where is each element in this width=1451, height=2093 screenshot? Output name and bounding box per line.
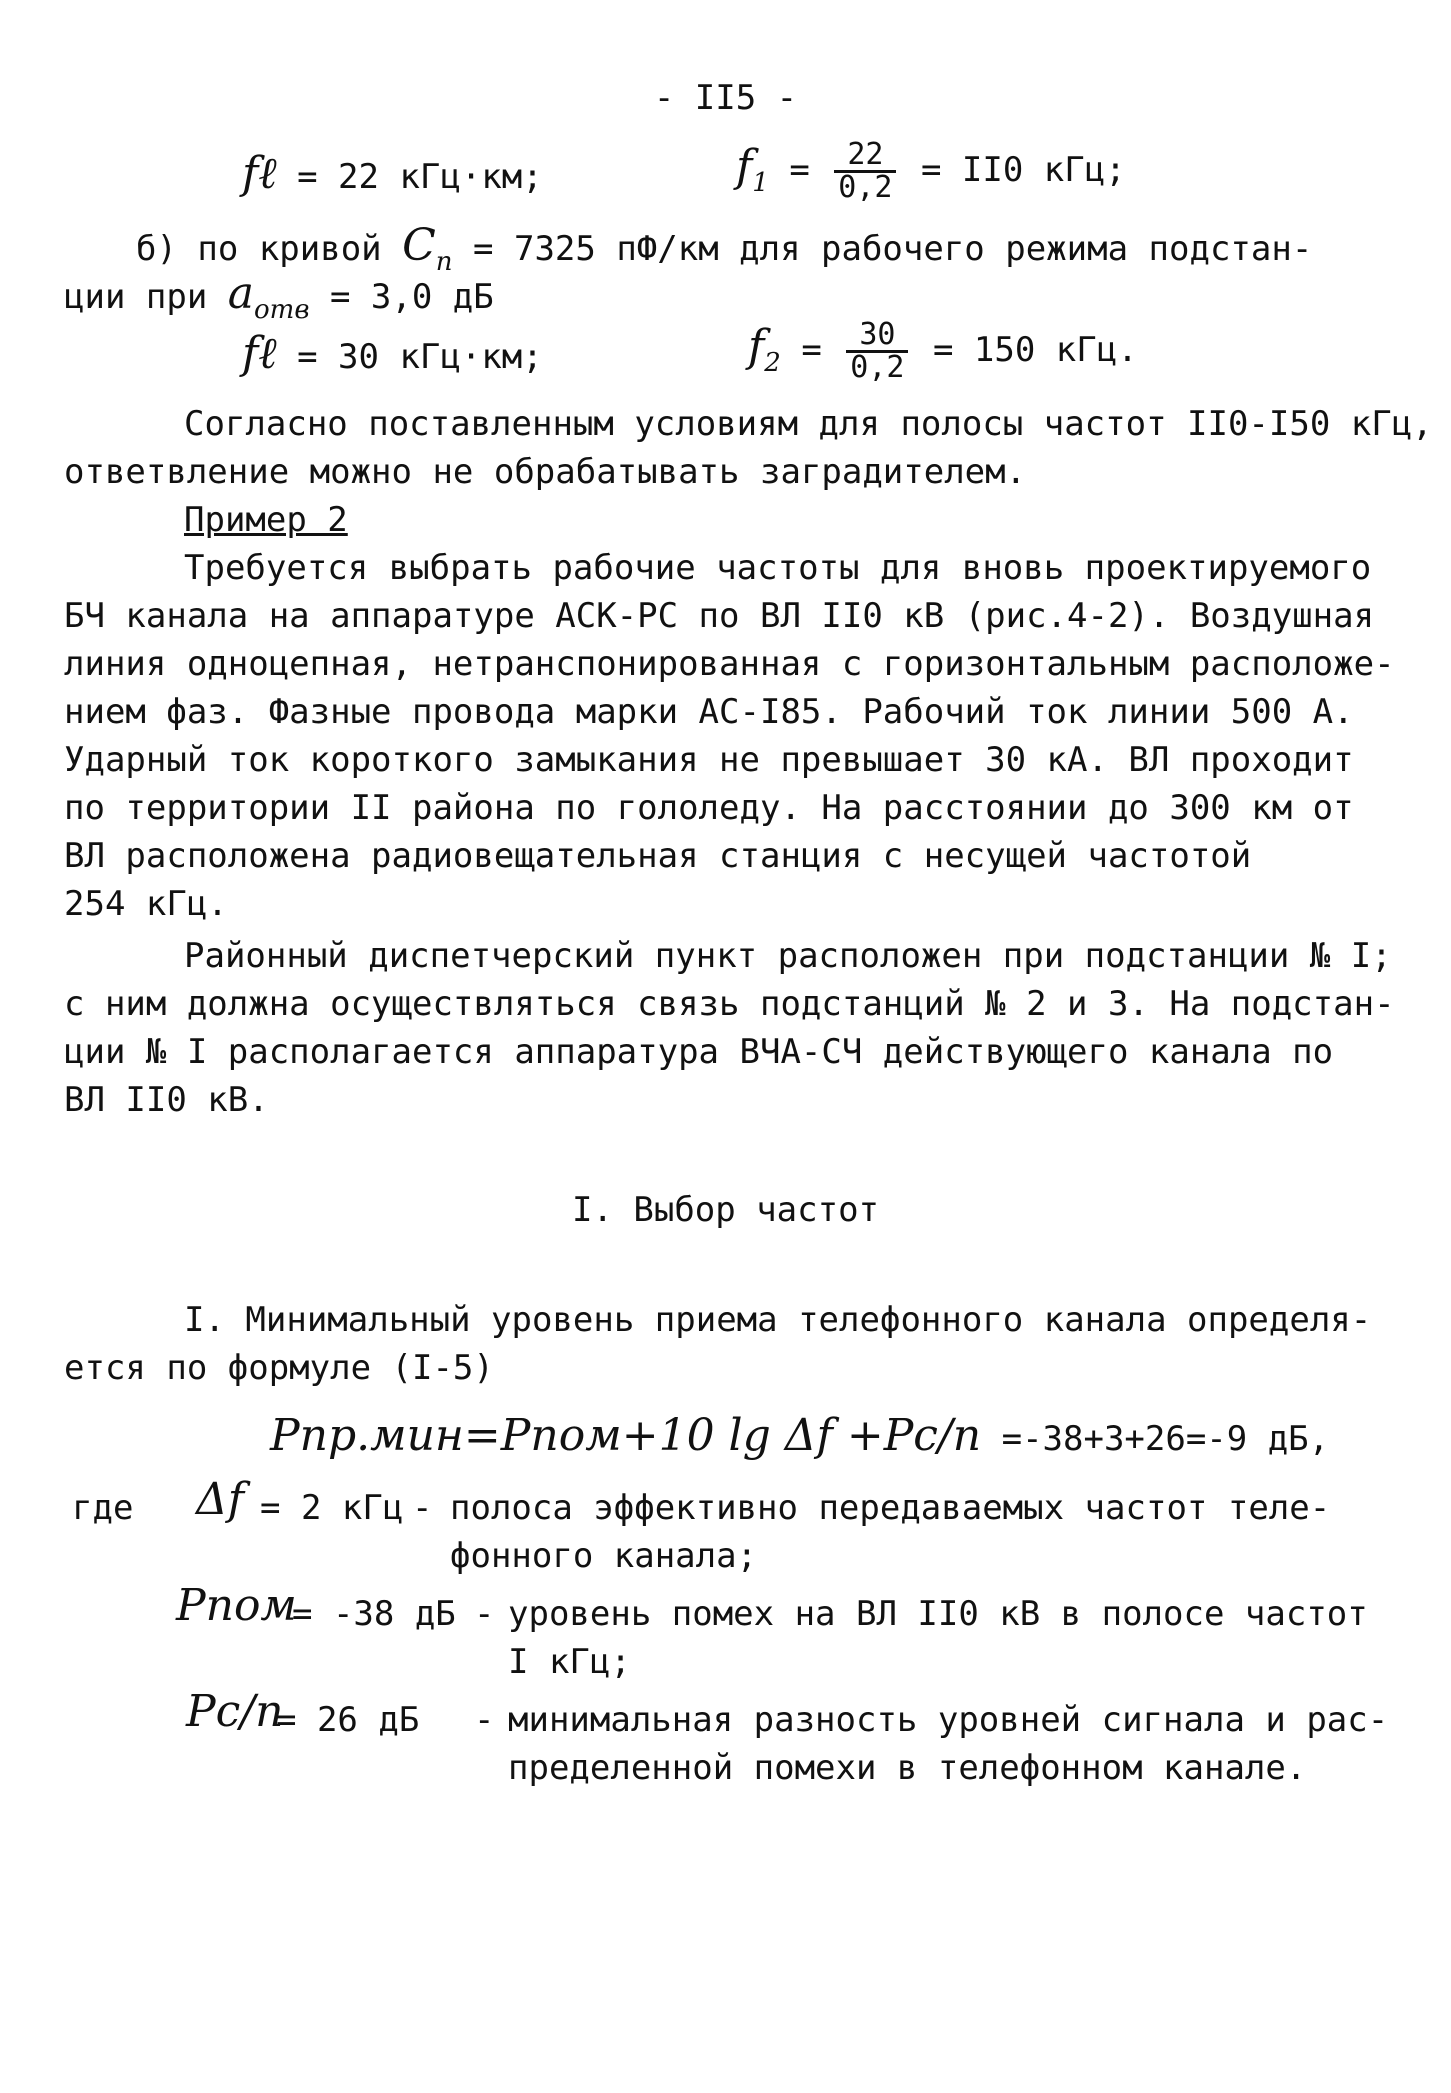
- def3-symbol: Pс/п: [186, 1686, 284, 1737]
- fl2-value: = 30 кГц·км;: [297, 337, 543, 377]
- where-label: где: [72, 1488, 134, 1528]
- fl-symbol: fℓ: [242, 148, 277, 199]
- formula-term3: Pс/п: [883, 1410, 982, 1461]
- def3-text2: пределенной помехи в телефонном канале.: [508, 1748, 1307, 1788]
- para-d-line4: нием фаз. Фазные провода марки АС-I85. Рабочий ток линии 500 А.: [64, 692, 1354, 732]
- para-e-line3: ции № I располагается аппаратура ВЧА-СЧ действующего канала по: [64, 1032, 1334, 1072]
- formula-result: =-38+3+26=-9 дБ,: [1001, 1419, 1330, 1459]
- f2-subscript: 2: [764, 348, 781, 378]
- def1-text1: полоса эффективно передаваемых частот теле-: [450, 1488, 1331, 1528]
- para-b-line1-post: = 7325 пФ/км для рабочего режима подстан-: [473, 229, 1313, 269]
- cn-symbol: C: [402, 220, 436, 271]
- f1-denominator: 0,2: [838, 170, 893, 205]
- main-formula: [270, 1412, 1329, 1463]
- def2-text1: уровень помех на ВЛ II0 кВ в полосе частот: [508, 1594, 1368, 1634]
- f2-equals: =: [801, 330, 822, 370]
- def3-dash: -: [474, 1700, 495, 1740]
- para-f-line1: I. Минимальный уровень приема телефонного канала определя-: [184, 1300, 1372, 1340]
- para-b-line2-pre: ции при: [64, 277, 208, 317]
- f2-symbol: f: [748, 321, 765, 372]
- cn-subscript: п: [435, 247, 453, 277]
- para-d-line3: линия одноцепная, нетранспонированная с горизонтальным расположе-: [64, 644, 1395, 684]
- f1-numerator: 22: [834, 140, 896, 173]
- formula-fl-22: [242, 150, 543, 201]
- para-d-line2: БЧ канала на аппаратуре АСК-РС по ВЛ II0 кВ (рис.4-2). Воздушная: [64, 596, 1375, 636]
- def2-text2: I кГц;: [508, 1642, 631, 1682]
- para-f-line2: ется по формуле (I-5): [64, 1348, 494, 1388]
- f1-subscript: 1: [752, 168, 769, 198]
- f2-fraction: [846, 317, 908, 385]
- def2-value: = -38 дБ: [292, 1594, 456, 1634]
- def1-text2: фонного канала;: [450, 1536, 758, 1576]
- para-d-line1: Требуется выбрать рабочие частоты для вновь проектируемого: [184, 548, 1372, 588]
- para-d-line5: Ударный ток короткого замыкания не превышает 30 кА. ВЛ проходит: [64, 740, 1354, 780]
- formula-term1: Pпом: [500, 1410, 622, 1461]
- fl-value: = 22 кГц·км;: [297, 157, 543, 197]
- para-b-line2-post: = 3,0 дБ: [329, 277, 494, 317]
- formula-term2: +10 lg Δf +: [621, 1410, 884, 1461]
- def2-symbol: Pпом: [176, 1580, 297, 1631]
- formula-eq: =: [463, 1410, 501, 1461]
- a-symbol: a: [227, 268, 255, 319]
- para-e-line1: Районный диспетчерский пункт расположен при подстанции № I;: [184, 936, 1392, 976]
- example-heading: Пример 2: [184, 500, 348, 540]
- f2-result: = 150 кГц.: [932, 330, 1138, 370]
- formula-f1: [736, 137, 1126, 207]
- para-d-line7: ВЛ расположена радиовещательная станция с несущей частотой: [64, 836, 1252, 876]
- formula-f2: [748, 317, 1138, 387]
- def1-value: = 2 кГц: [260, 1488, 404, 1528]
- formula-lhs: Pпр.мин: [270, 1410, 464, 1461]
- def3-value: = 26 дБ: [276, 1700, 420, 1740]
- formula-fl-30: [242, 330, 543, 381]
- para-c-line2: ответвление можно не обрабатывать заградителем.: [64, 452, 1027, 492]
- f1-symbol: f: [736, 141, 753, 192]
- page-number: - II5 -: [653, 78, 798, 118]
- f1-equals: =: [789, 150, 810, 190]
- para-b-line1-pre: б) по кривой: [136, 229, 382, 269]
- a-subscript: отв: [254, 295, 310, 325]
- para-d-line6: по территории II района по гололеду. На расстоянии до 300 км от: [64, 788, 1354, 828]
- f2-numerator: 30: [846, 320, 908, 353]
- para-c-line1: Согласно поставленным условиям для полосы частот II0-I50 кГц,: [184, 404, 1433, 444]
- f1-fraction: [834, 137, 896, 205]
- def1-dash: -: [412, 1488, 433, 1528]
- para-d-line8: 254 кГц.: [64, 884, 228, 924]
- f1-result: = II0 кГц;: [920, 150, 1126, 190]
- def2-dash: -: [474, 1594, 495, 1634]
- def1-symbol: Δf: [196, 1474, 245, 1525]
- def3-text1: минимальная разность уровней сигнала и рас-: [508, 1700, 1389, 1740]
- para-e-line4: ВЛ II0 кВ.: [64, 1080, 269, 1120]
- section-title: I. Выбор частот: [571, 1190, 880, 1230]
- f2-denominator: 0,2: [850, 350, 905, 385]
- para-b-line2: [64, 270, 494, 334]
- fl2-symbol: fℓ: [242, 328, 277, 379]
- para-e-line2: с ним должна осуществляться связь подстанций № 2 и 3. На подстан-: [64, 984, 1395, 1024]
